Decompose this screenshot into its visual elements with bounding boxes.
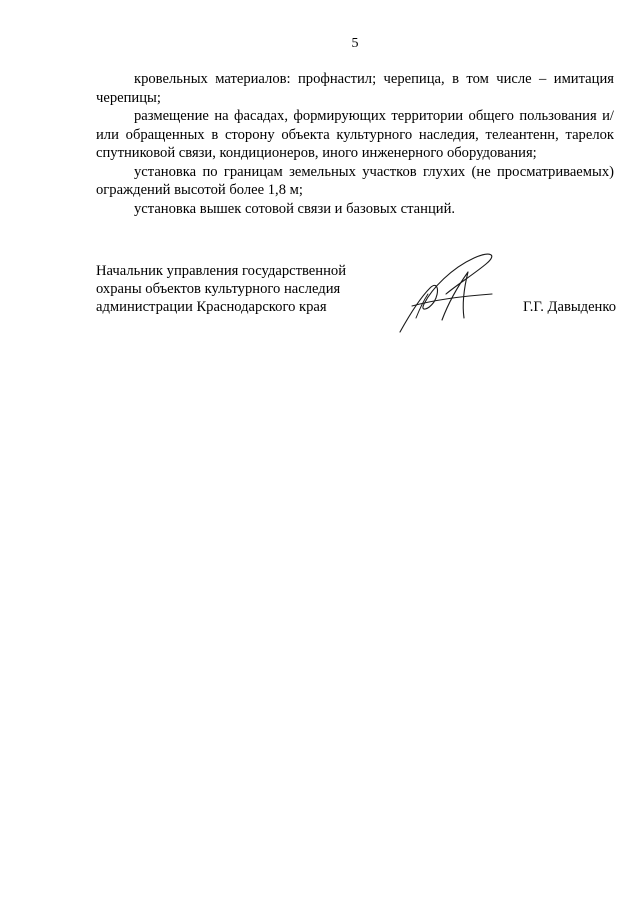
paragraph: установка вышек сотовой связи и базовых станций.: [134, 200, 456, 217]
signatory-title-line: администрации Краснодарского края: [96, 299, 327, 315]
handwritten-signature-icon: [394, 248, 504, 338]
paragraph: кровельных материалов: профнастил; черепица, в том числе – имитация черепицы;: [96, 71, 614, 106]
paragraph: размещение на фасадах, формирующих территории общего пользования и/или обращенных в сторону объекта культурного наследия, телеантенн, тарелок спутниковой связи, кондиционеров, иного инженерного оборудования;: [96, 108, 614, 161]
signatory-title-line: охраны объектов культурного наследия: [96, 281, 341, 297]
signature-block: [96, 262, 616, 342]
signatory-name: Г.Г. Давыденко: [522, 299, 616, 315]
document-body: [96, 70, 614, 218]
signatory-title: [96, 262, 386, 316]
page-number: 5: [351, 36, 359, 51]
paragraph: установка по границам земельных участков глухих (не просматриваемых) ограждений высотой более 1,8 м;: [96, 163, 614, 198]
signatory-title-line: Начальник управления государственной: [96, 263, 347, 279]
